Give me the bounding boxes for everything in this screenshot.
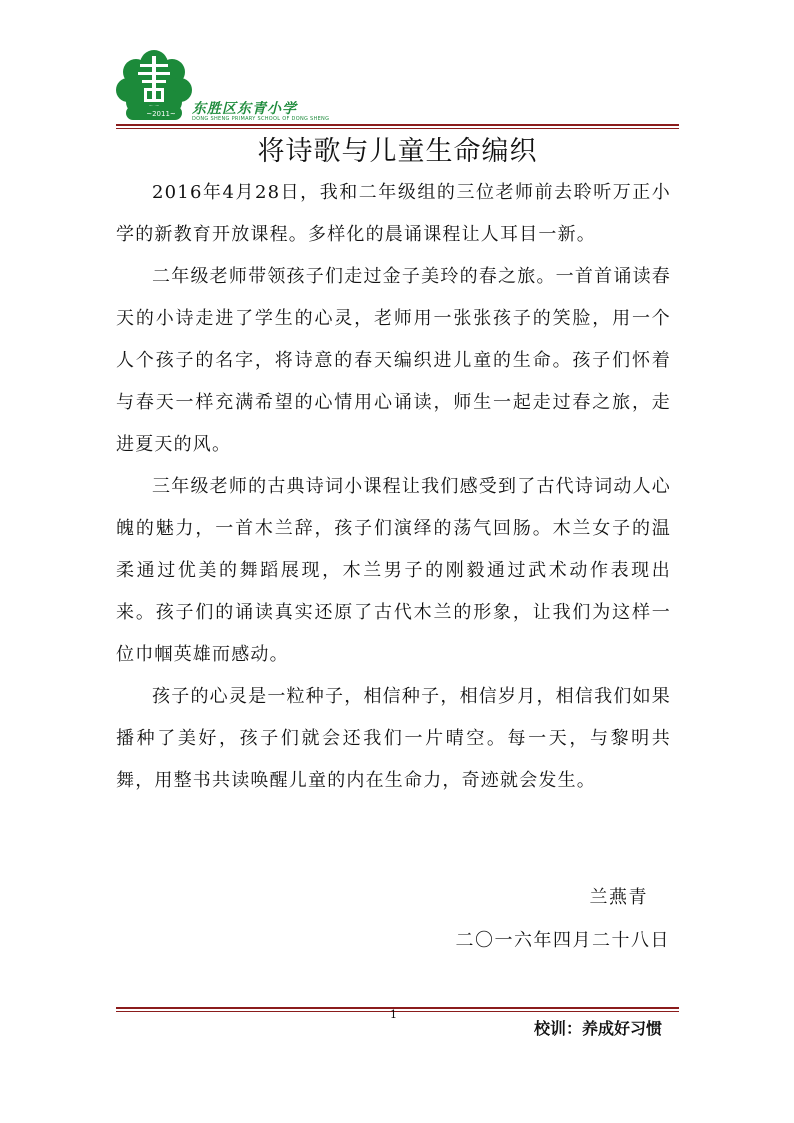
logo-school-name: 东胜区东青小学 xyxy=(192,101,297,117)
footer-rule-thin xyxy=(116,1011,679,1012)
school-motto: 校训：养成好习惯 xyxy=(533,1019,662,1038)
paragraph: 二年级老师带领孩子们走过金子美玲的春之旅。一首首诵读春天的小诗走进了学生的心灵，老师用一张张孩子的笑脸，用一个人个孩子的名字，将诗意的春天编织进儿童的生命。孩子们怀着与春天一样充满希望的心情用心诵读，师生一起走过春之旅，走进夏天的风。 xyxy=(116,266,671,455)
footer-rule xyxy=(116,1007,679,1009)
paragraph: 2016年4月28日，我和二年级组的三位老师前去聆听万正小学的新教育开放课程。多样化的晨诵课程让人耳目一新。 xyxy=(116,182,671,245)
document-body xyxy=(116,172,671,802)
header-rule-thin xyxy=(116,128,679,129)
header-rule xyxy=(116,124,679,126)
logo-year: ~2011~ xyxy=(146,110,176,118)
page-number: 1 xyxy=(390,1008,397,1021)
document-date: 二〇一六年四月二十八日 xyxy=(455,930,670,951)
school-logo xyxy=(116,44,330,128)
paragraph: 孩子的心灵是一粒种子，相信种子，相信岁月，相信我们如果播种了美好，孩子们就会还我们一片晴空。每一天，与黎明共舞，用整书共读唤醒儿童的内在生命力，奇迹就会发生。 xyxy=(116,686,671,791)
logo-english-name: DONG SHENG PRIMARY SCHOOL OF DONG SHENG xyxy=(192,116,330,122)
document-title: 将诗歌与儿童生命编织 xyxy=(257,136,538,167)
paragraph: 三年级老师的古典诗词小课程让我们感受到了古代诗词动人心魄的魅力，一首木兰辞，孩子们演绎的荡气回肠。木兰女子的温柔通过优美的舞蹈展现，木兰男子的刚毅通过武术动作表现出来。孩子们的诵读真实还原了古代木兰的形象，让我们为这样一位巾帼英雄而感动。 xyxy=(116,476,671,665)
author-signature: 兰燕青 xyxy=(589,887,648,908)
